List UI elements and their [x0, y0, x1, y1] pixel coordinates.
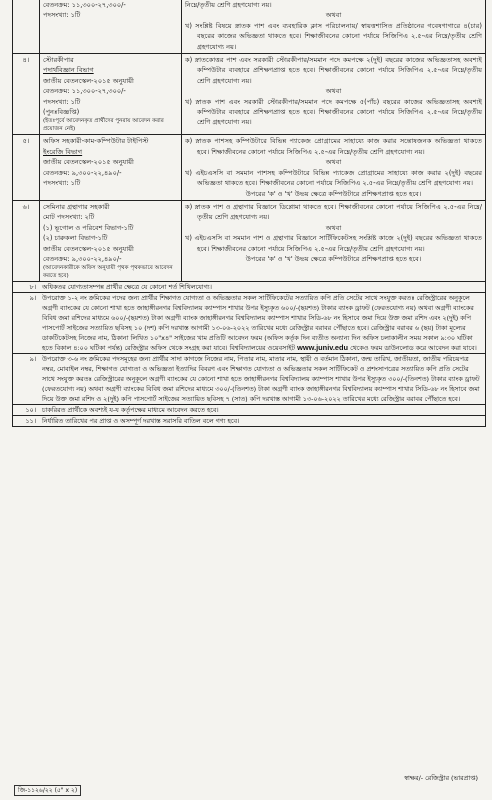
note-text — [39, 416, 486, 427]
requirement-or: অথবা — [325, 223, 342, 232]
post-line: (আবেদনকারীকে অফিস অনুযায়ী পৃথক পৃথকভাবে আবেদন করতে হবে) — [43, 265, 173, 280]
post-line: পদসংখ্যা: ১টি — [43, 11, 81, 20]
post-line: বেতনক্রম: ৯,৩০০-২২,৪৯০/- — [43, 168, 122, 177]
post-line: অফিস সহকারী-কাম-কম্পিউটার টাইপিস্ট — [43, 137, 149, 146]
job-row — [13, 54, 486, 135]
job-serial: ৫। — [13, 135, 40, 200]
note-row — [13, 282, 486, 293]
post-line: স্টোরকীপার — [43, 56, 74, 65]
post-line: জাতীয় বেতনস্কেল-২০১৫ অনুযায়ী — [43, 244, 134, 253]
requirement-paragraph: খ) এইচএসসি বা সমমান পাশ ও গ্রন্থাগার বিজ্ঞানে সার্টিফিকেটসহ সংশ্লিষ্ট কাজে ২(দুই) বছরের অভিজ্ঞতা থাকতে হবে। শিক্ষাজীবনের কোনো পর্যায়ে সিজিপিএ ২.৫-এর নিম্নে/তৃতীয় শ্রেণি গ্রহণযোগ্য নয়। — [185, 234, 482, 253]
requirement-or: অথবা — [325, 11, 342, 20]
post-line: মোট পদসংখ্যা: ২টি — [43, 213, 95, 222]
post-line: (২) চারুকলা বিভাগ-১টি — [43, 234, 108, 243]
note-body-after: থেকেও ফরম ডাউনলোড করে আবেদন করা যাবে। — [350, 344, 477, 353]
requirement-paragraph: ক) স্নাতকোত্তর পাশ এবং সরকারী স্টোরকীপার/সমমান পদে কমপক্ষে ২(দুই) বছরের কাজের অভিজ্ঞতাসহ অবশ্যই কম্পিউটার ব্যবহারে প্রশিক্ষণপ্রাপ্ত হতে হবে। শিক্ষাজীবনের কোনো পর্যায়ে সিজিপিএ ২.৫-এর নিম্নে/তৃতীয় শ্রেণি গ্রহণযোগ্য নয়। — [185, 56, 482, 85]
post-line: বেতনক্রম: ১১,৩০০-২৭,৩০০/- — [43, 87, 126, 96]
note-text — [39, 293, 486, 354]
requirement-paragraph: খ) সংশ্লিষ্ট বিষয়ে স্নাতক পাশ এবং ব্যবহারিক ক্লাস পরিচালনায়/ স্বায়ত্তশাসিত প্রতিষ্ঠানের গবেষণাগারে ৪(চার) বছরের কাজের অভিজ্ঞতা থাকতে হবে। শিক্ষাজীবনের কোনো পর্যায়ে সিজিপিএ ২.৫-এর নিম্নে/তৃতীয় শ্রেণি গ্রহণযোগ্য নয়। — [185, 21, 482, 51]
note-body: উপরোক্ত ১-২ নং ক্রমিকের পদের জন্য প্রার্থীর শিক্ষাগত যোগ্যতা ও অভিজ্ঞতার সকল সার্টিফিকেটের সত্যায়িত কপি প্রতি সেটের সাথে সংযুক্ত করতঃ রেজিস্ট্রারের অনুকূলে অগ্রণী ব্যাংকের যে কোনো শাখা হতে জাহাঙ্গীরনগর বিশ্ববিদ্যালয় ক্যাম্পাস শাখার উপর ইস্যুকৃত ৬০০/-(ছয়শত) টাকার ব্যাংক ড্রাফট (ফেরতযোগ্য নয়) অথবা অগ্রণী ব্যাংকের বিবিধ জমা রশিদের মাধ্যমে ৬০০/-(ছয়শত) টাকা অগ্রণী ব্যাংক জাহাঙ্গীরনগর বিশ্ববিদ্যালয় ক্যাম্পাস শাখার সিডি-৬৮ নং হিসাবে জমা দিয়ে উক্ত জমা রশিদ এবং ২(দুই) কপি পাসপোর্ট সাইজের সত্যায়িত ছবিসহ ১০ (দশ) কপি দরখাস্ত আগামী ১৩-০৬-২০২২ তারিখের মধ্যে রেজিস্ট্রার বরাবর পৌঁছাতে হবে। রেজিস্ট্রার বরাবর ৬ (ছয়) টাকা মূল্যের ডাকটিকেটসহ নিজের নাম, ঠিকানা লিখিত ১০"x৪" সাইজের খাম প্রতিটি আবেদন ফরম (অফিস কর্তৃক দিন ব্যতীত অন্যান্য দিন অফিস চলাকালীন সময় সকাল ৯:৩০ ঘটিকা হতে বিকাল ৪:০০ ঘটিকা পর্যন্ত) রেজিস্ট্রার অফিস থেকে সংগ্রহ করা যাবে। বিশ্ববিদ্যালয়ের ওয়েবসাইট — [42, 294, 474, 353]
post-line: পদার্থবিজ্ঞান বিভাগ — [43, 66, 94, 75]
note-serial: ১১। — [13, 416, 40, 427]
website-link[interactable]: www.juniv.edu — [297, 343, 349, 353]
requirement-paragraph: ক) স্নাতক পাশসহ কম্পিউটারে বিভিন্ন প্যাকেজ প্রোগ্রামের সাহায্যে কাজ করার সন্তোষজনক অভিজ্ঞতা থাকতে হবে। শিক্ষাজীবনের কোনো পর্যায়ে সিজিপিএ ২.৫-এর নিম্নে/তৃতীয় শ্রেণি গ্রহণযোগ্য নয়। — [185, 137, 482, 156]
requirement-paragraph: ক) স্নাতক পাশ ও গ্রন্থাগার বিজ্ঞানে ডিপ্লোমা থাকতে হবে। শিক্ষাজীবনের কোনো পর্যায়ে সিজিপিএ ২.৫-এর নিম্নে/তৃতীয় শ্রেণি গ্রহণযোগ্য নয়। — [185, 202, 482, 222]
job-serial: ৪। — [13, 54, 40, 135]
note-row — [13, 293, 486, 354]
note-serial: ৯। — [13, 354, 40, 405]
requirement-paragraph: খ) স্নাতক পাশ এবং সরকারী স্টোরকীপার/সমমান পদে কমপক্ষে ৫(পাঁচ) বছরের কাজের অভিজ্ঞতাসহ অবশ্যই কম্পিউটার ব্যবহারে প্রশিক্ষণপ্রাপ্ত হতে হবে। শিক্ষাজীবনের কোনো পর্যায়ে সিজিপিএ ২.৫-এর নিম্নে/তৃতীয় শ্রেণি গ্রহণযোগ্য নয়। — [185, 97, 482, 127]
note-serial: ৯। — [13, 293, 40, 354]
job-post-details — [40, 200, 182, 281]
note-text — [39, 354, 486, 405]
footer-code: জি-১১২৬/২২ (৫" x ২) — [14, 785, 81, 796]
note-serial: ৮। — [29, 283, 36, 292]
job-requirements — [182, 135, 486, 200]
note-body: উপরোক্ত ৩-৬ নং ক্রমিকের পদসমূহের জন্য প্রার্থীর সাদা কাগজে নিজের নাম, পিতার নাম, মাতার নাম, স্থায়ী ও বর্তমান ঠিকানা, জন্ম তারিখ, জাতীয়তা, জাতীয় পরিচয়পত্র নম্বর, মোবাইল নম্বর, শিক্ষাগত যোগ্যতা ও অভিজ্ঞতা ইত্যাদির বিবরণ এবং শিক্ষাগত যোগ্যতা ও অভিজ্ঞতার সকল সার্টিফিকেট ও প্রশংসাপত্রের সত্যায়িত কপি প্রতি সেটের সাথে সংযুক্ত করতঃ রেজিস্ট্রারের অনুকূলে অগ্রণী ব্যাংকের যে কোনো শাখা হতে জাহাঙ্গীরনগর বিশ্ববিদ্যালয় ক্যাম্পাস শাখার উপর ইস্যুকৃত ৩০০/-(তিনশত) টাকার ব্যাংক ড্রাফট (ফেরতযোগ্য নয়) অথবা অগ্রণী ব্যাংকের বিবিধ জমা রশিদের মাধ্যমে ৩০০/-(তিনশত) টাকা অগ্রণী ব্যাংক জাহাঙ্গীরনগর বিশ্ববিদ্যালয় ক্যাম্পাস শাখার সিডি-৬৮ নং হিসাবে জমা দিয়ে উক্ত জমা রশিদ ও ২(দুই) কপি পাসপোর্ট সাইজের সত্যায়িত ছবিসহ ৭ (সাত) কপি দরখাস্ত আগামী ১৩-০৬-২০২২ তারিখের মধ্যে রেজিস্ট্রার বরাবর পৌঁছাতে হবে। — [42, 355, 480, 404]
post-line: ইংরেজি বিভাগ — [43, 147, 83, 156]
note-serial: ১০। — [13, 405, 40, 416]
note-row — [13, 354, 486, 405]
job-table — [12, 0, 486, 282]
job-row — [13, 135, 486, 200]
post-line: পদসংখ্যা: ১টি — [43, 97, 81, 106]
post-line: বেতনক্রম: ১১,৩০০-২৭,৩০০/- — [43, 1, 126, 9]
note-row — [13, 405, 486, 416]
job-post-details — [40, 54, 182, 135]
job-requirements — [182, 54, 486, 135]
note-row — [13, 416, 486, 427]
note-text — [39, 282, 486, 293]
post-line: পদসংখ্যা: ১টি — [43, 179, 81, 188]
post-line: (পুনঃবিজ্ঞপ্তি) — [43, 108, 80, 117]
requirement-paragraph: খ) এইচএসসি বা সমমান পাশসহ কম্পিউটারে বিভিন্ন প্যাকেজ প্রোগ্রামের সাহায্যে কাজ করার ২(দুই) বছরের অভিজ্ঞতা থাকতে হবে। শিক্ষাজীবনের কোনো পর্যায়ে সিজিপিএ ২.৫-এর নিম্নে/তৃতীয় শ্রেণি গ্রহণযোগ্য নয়। — [185, 168, 482, 188]
post-line: (১) ভূগোল ও পরিবেশ বিভাগ-১টি — [43, 223, 134, 232]
job-row — [13, 200, 486, 281]
requirement-or: উপরের 'ক' ও 'খ' উভয় ক্ষেত্রে কম্পিউটারে প্রশিক্ষণপ্রাপ্ত হতে হবে। — [245, 189, 422, 198]
job-requirements — [182, 200, 486, 281]
requirement-paragraph: নিম্নে/তৃতীয় শ্রেণি গ্রহণযোগ্য নয়। — [185, 1, 272, 9]
notes-table — [12, 282, 486, 427]
requirement-or: উপরের 'ক' ও 'খ' উভয় ক্ষেত্রে কম্পিউটারে প্রশিক্ষণপ্রাপ্ত হতে হবে। — [245, 254, 422, 263]
job-post-details — [40, 0, 182, 54]
post-line: জাতীয় বেতনস্কেল-২০১৫ অনুযায়ী — [43, 158, 134, 167]
post-line: বেতনক্রম: ৯,৩০০-২২,৪৯০/- — [43, 254, 122, 263]
requirement-or: অথবা — [325, 87, 342, 96]
post-line: সেমিনার গ্রন্থাগার সহকারী — [43, 202, 110, 211]
note-body: অধিকতর যোগ্যতাসম্পন্ন প্রার্থীর ক্ষেত্রে যে কোনো শর্ত শিথিলযোগ্য। — [42, 283, 212, 292]
job-post-details — [40, 135, 182, 200]
note-body: নির্ধারিত তারিখের পর প্রাপ্ত ও অসম্পূর্ণ দরখাস্ত সরাসরি বাতিল বলে গণ্য হবে। — [42, 417, 240, 426]
requirement-or: অথবা — [325, 158, 342, 167]
signature: স্বাক্ষর/- রেজিস্ট্রার (ভারপ্রাপ্ত) — [404, 774, 478, 782]
post-line: (ইতঃপূর্বে আবেদনকৃত প্রার্থীদের পুনরায় আবেদন করার প্রয়োজন নেই) — [43, 118, 164, 133]
job-row — [13, 0, 486, 54]
post-line: জাতীয় বেতনস্কেল-২০১৫ অনুযায়ী — [43, 76, 134, 85]
job-requirements — [182, 0, 486, 54]
note-text — [39, 405, 486, 416]
note-body: চাকরিরত প্রার্থীকে অবশ্যই য-য কর্তৃপক্ষের মাধ্যমে আবেদন করতে হবে। — [42, 406, 219, 415]
job-serial: ৬। — [13, 200, 40, 281]
job-serial — [13, 0, 40, 54]
